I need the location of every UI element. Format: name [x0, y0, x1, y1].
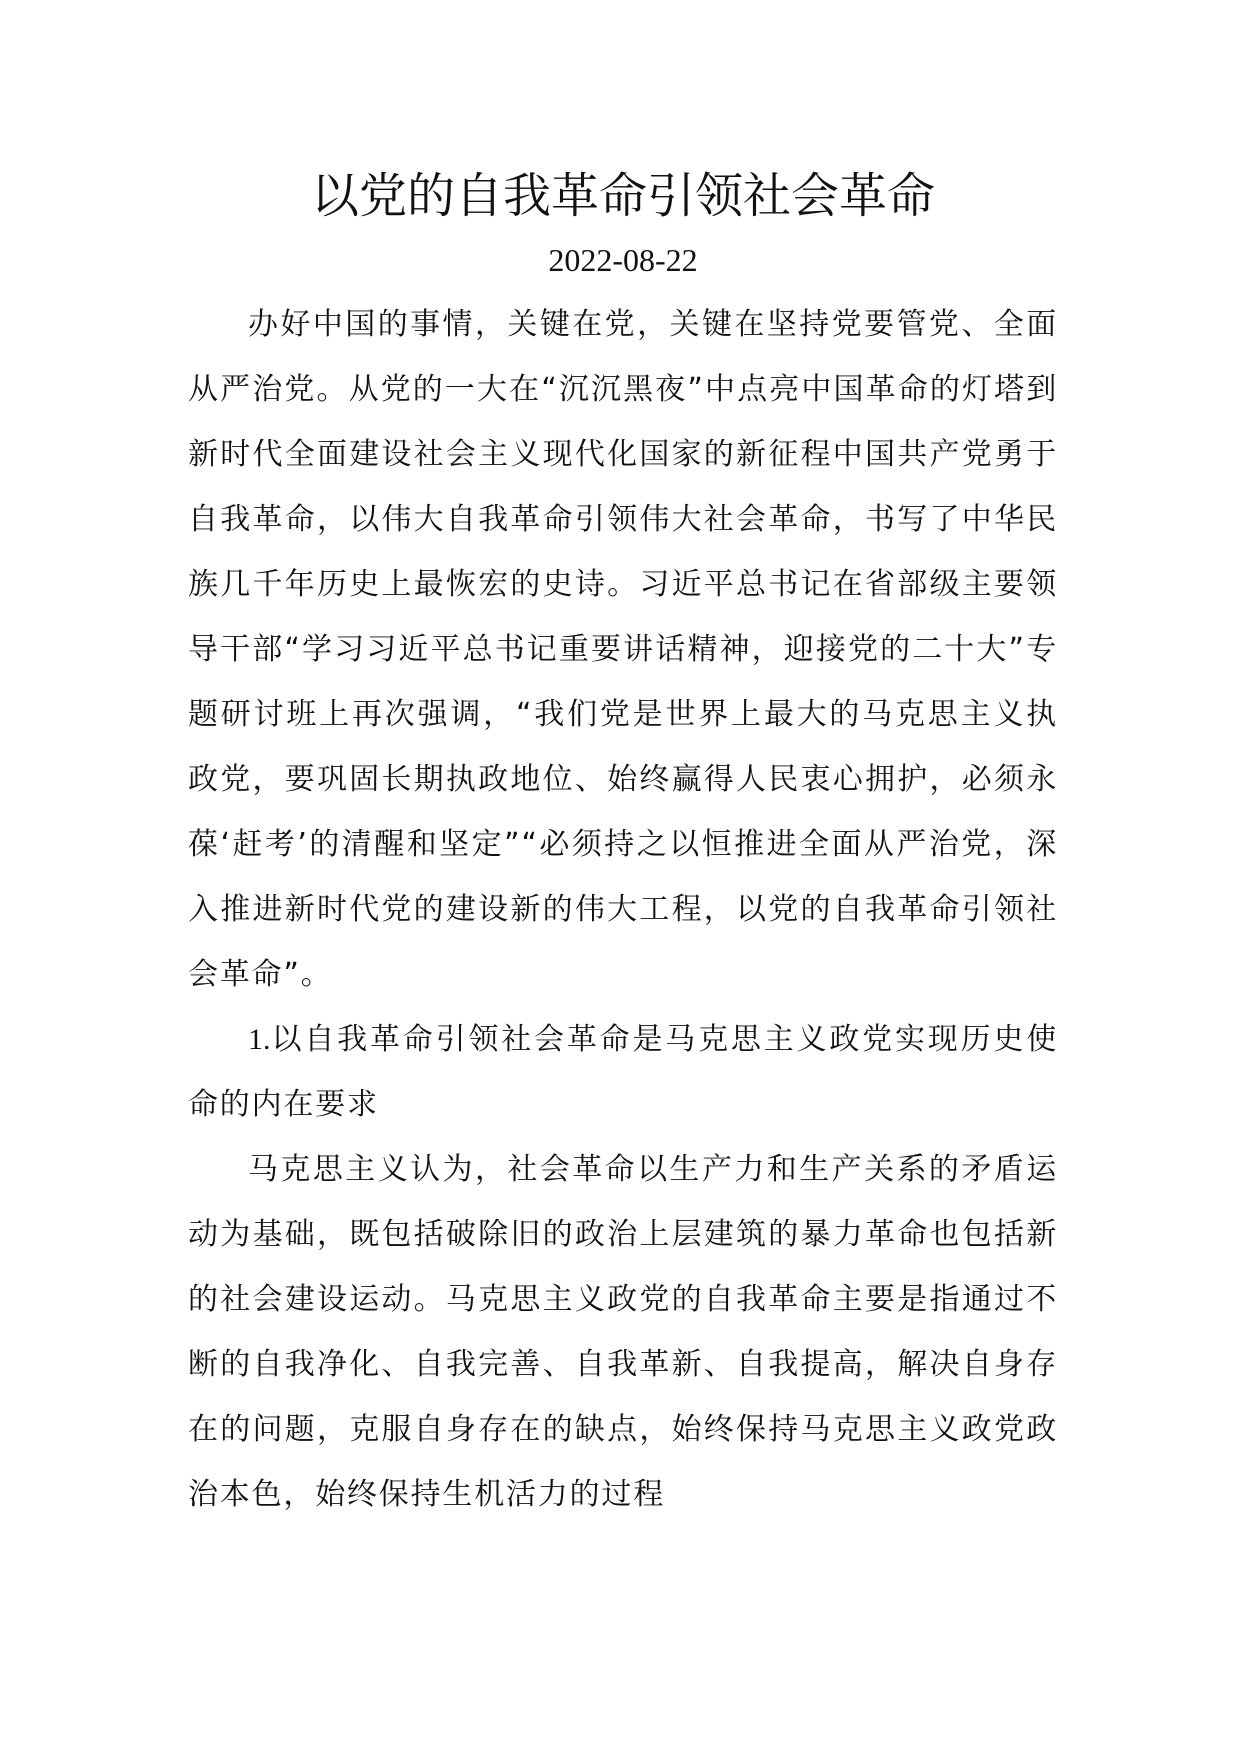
- section-heading: [188, 1007, 1058, 1137]
- document-date: 2022-08-22: [548, 242, 698, 278]
- section-heading-text: 以自我革命引领社会革命是马克思主义政党实现历史使命的内在要求: [188, 1022, 1058, 1122]
- document-title: 以党的自我革命引领社会革命: [310, 168, 935, 224]
- section-heading-number: 1.: [248, 1023, 271, 1056]
- document-body: [188, 160, 1058, 1527]
- paragraph-marxism: 马克思主义认为，社会革命以生产力和生产关系的矛盾运动为基础，既包括破除旧的政治上层建筑的暴力革命也包括新的社会建设运动。马克思主义政党的自我革命主要是指通过不断的自我净化、自我完善、自我革新、自我提高，解决自身存在的问题，克服自身存在的缺点，始终保持马克思主义政党政治本色，始终保持生机活力的过程: [188, 1152, 1058, 1512]
- paragraph-intro: 办好中国的事情，关键在党，关键在坚持党要管党、全面从严治党。从党的一大在“沉沉黑夜”中点亮中国革命的灯塔到新时代全面建设社会主义现代化国家的新征程中国共产党勇于自我革命，以伟大自我革命引领伟大社会革命，书写了中华民族几千年历史上最恢宏的史诗。习近平总书记在省部级主要领导干部“学习习近平总书记重要讲话精神，迎接党的二十大”专题研讨班上再次强调，“我们党是世界上最大的马克思主义执政党，要巩固长期执政地位、始终赢得人民衷心拥护，必须永葆‘赶考’的清醒和坚定”“必须持之以恒推进全面从严治党，深入推进新时代党的建设新的伟大工程，以党的自我革命引领社会革命”。: [188, 307, 1058, 992]
